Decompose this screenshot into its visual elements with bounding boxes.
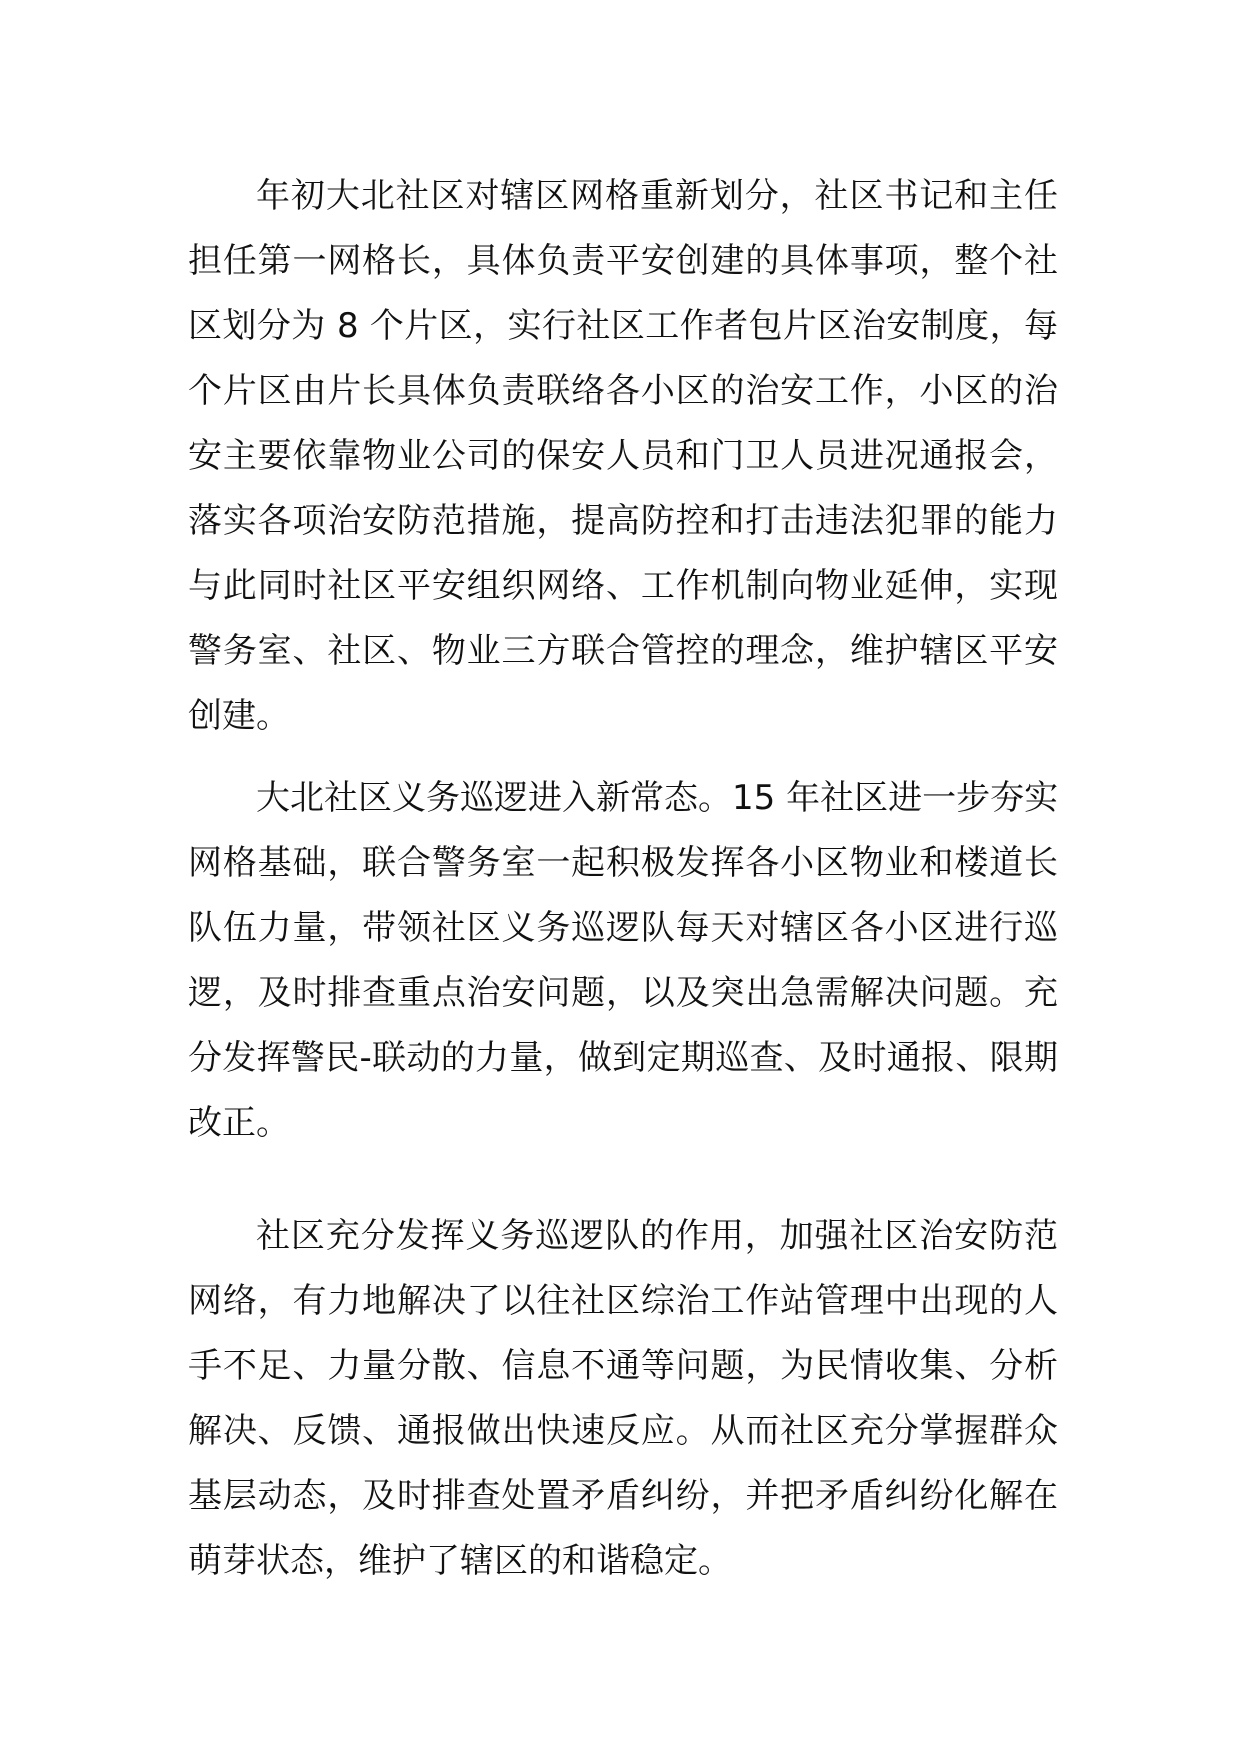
paragraph-line: 分发挥警民-联动的力量，做到定期巡查、及时通报、限期: [188, 1038, 1058, 1078]
paragraph-line: 年初大北社区对辖区网格重新划分，社区书记和主任: [256, 176, 1058, 216]
paragraph-line: 担任第一网格长，具体负责平安创建的具体事项，整个社: [188, 241, 1058, 281]
paragraph-line: 队伍力量，带领社区义务巡逻队每天对辖区各小区进行巡: [188, 908, 1058, 948]
paragraph-line: 创建。: [188, 696, 290, 736]
paragraph-line: 社区充分发挥义务巡逻队的作用，加强社区治安防范: [256, 1216, 1058, 1256]
paragraph-line: 落实各项治安防范措施，提高防控和打击违法犯罪的能力: [188, 501, 1058, 541]
paragraph-line: 解决、反馈、通报做出快速反应。从而社区充分掌握群众: [188, 1411, 1058, 1451]
paragraph-line: 萌芽状态，维护了辖区的和谐稳定。: [188, 1541, 732, 1581]
paragraph-line: 个片区由片长具体负责联络各小区的治安工作，小区的治: [188, 371, 1058, 411]
paragraph-line: 手不足、力量分散、信息不通等问题，为民情收集、分析: [188, 1346, 1058, 1386]
paragraph-line: 警务室、社区、物业三方联合管控的理念，维护辖区平安: [188, 631, 1058, 671]
paragraph-line: 大北社区义务巡逻进入新常态。15 年社区进一步夯实: [256, 778, 1059, 818]
paragraph: [188, 766, 1058, 1156]
paragraph-line: 网格基础，联合警务室一起积极发挥各小区物业和楼道长: [188, 843, 1058, 883]
paragraph-line: 安主要依靠物业公司的保安人员和门卫人员进况通报会，: [188, 436, 1058, 476]
paragraph: [188, 1204, 1058, 1594]
paragraph-line: 网络，有力地解决了以往社区综治工作站管理中出现的人: [188, 1281, 1058, 1321]
paragraph-line: 基层动态，及时排查处置矛盾纠纷，并把矛盾纠纷化解在: [188, 1476, 1058, 1516]
paragraph-line: 与此同时社区平安组织网络、工作机制向物业延伸，实现: [188, 566, 1058, 606]
paragraph-line: 逻，及时排查重点治安问题，以及突出急需解决问题。充: [188, 973, 1058, 1013]
paragraph: [188, 164, 1058, 749]
paragraph-line: 改正。: [188, 1103, 290, 1143]
paragraph-line: 区划分为 8 个片区，实行社区工作者包片区治安制度，每: [188, 306, 1058, 346]
